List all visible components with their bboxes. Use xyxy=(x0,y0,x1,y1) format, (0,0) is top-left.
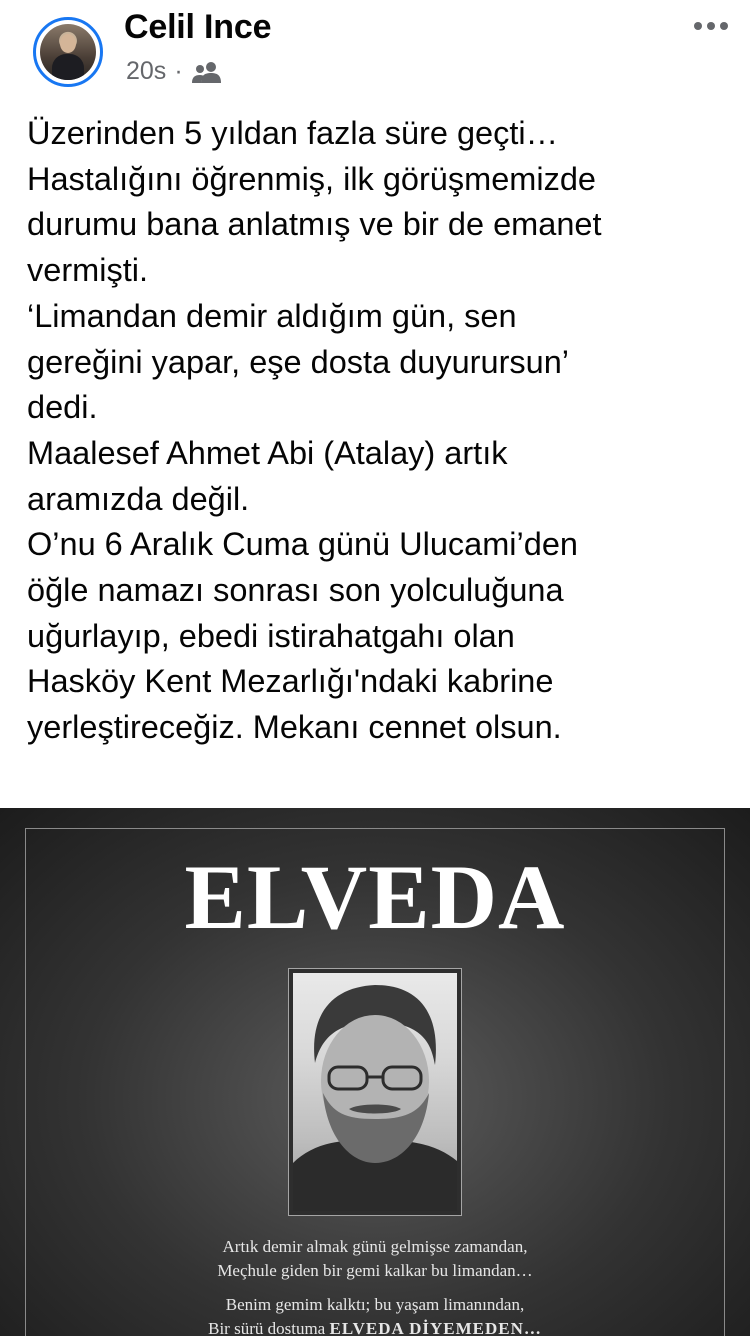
post-line: Hastalığını öğrenmiş, ilk görüşmemizde xyxy=(27,160,596,197)
poem-line: Artık demir almak günü gelmişse zamandan, xyxy=(222,1237,528,1256)
post-line: O’nu 6 Aralık Cuma günü Ulucami’den xyxy=(27,526,578,563)
post-line: durumu bana anlatmış ve bir de emanet xyxy=(27,206,602,243)
more-options-icon[interactable] xyxy=(694,22,728,30)
post-image[interactable] xyxy=(0,808,750,1336)
poem-line: Meçhule giden bir gemi kalkar bu limandan… xyxy=(217,1261,533,1280)
image-headline: ELVEDA xyxy=(184,846,566,948)
post-line: Üzerinden 5 yıldan fazla süre geçti… xyxy=(27,115,559,151)
friends-icon[interactable] xyxy=(191,60,223,84)
author-avatar[interactable] xyxy=(33,17,103,87)
post-timestamp[interactable]: 20s xyxy=(126,57,167,85)
poem-line-bold: ELVEDA DİYEMEDEN… xyxy=(329,1319,542,1336)
post-line: yerleştireceğiz. Mekanı cennet olsun. xyxy=(27,709,562,746)
author-name[interactable]: Celil Ince xyxy=(124,8,272,46)
post-meta xyxy=(126,57,223,86)
post-message xyxy=(27,111,727,751)
meta-separator: · xyxy=(174,57,183,85)
post-line: aramızda değil. xyxy=(27,480,250,517)
post-line: Maalesef Ahmet Abi (Atalay) artık xyxy=(27,434,508,471)
post-line: ‘Limandan demir aldığım gün, sen xyxy=(27,297,517,334)
post-line: öğle namazı sonrası son yolculuğuna xyxy=(27,572,564,609)
post-header xyxy=(0,0,750,110)
post-line: vermişti. xyxy=(27,252,148,289)
post-line: gereğini yapar, eşe dosta duyurursun’ xyxy=(27,343,570,380)
poem-line: Benim gemim kalktı; bu yaşam limanından, xyxy=(225,1295,525,1314)
poem-line-prefix: Bir sürü dostuma xyxy=(208,1319,330,1336)
portrait-photo xyxy=(293,973,457,1211)
post-line: uğurlayıp, ebedi istirahatgahı olan xyxy=(27,617,515,654)
portrait-frame xyxy=(288,968,462,1216)
post-line: Hasköy Kent Mezarlığı'ndaki kabrine xyxy=(27,663,554,700)
avatar-photo xyxy=(40,24,96,80)
poem-line-last xyxy=(0,1318,750,1336)
post-line: dedi. xyxy=(27,389,98,426)
